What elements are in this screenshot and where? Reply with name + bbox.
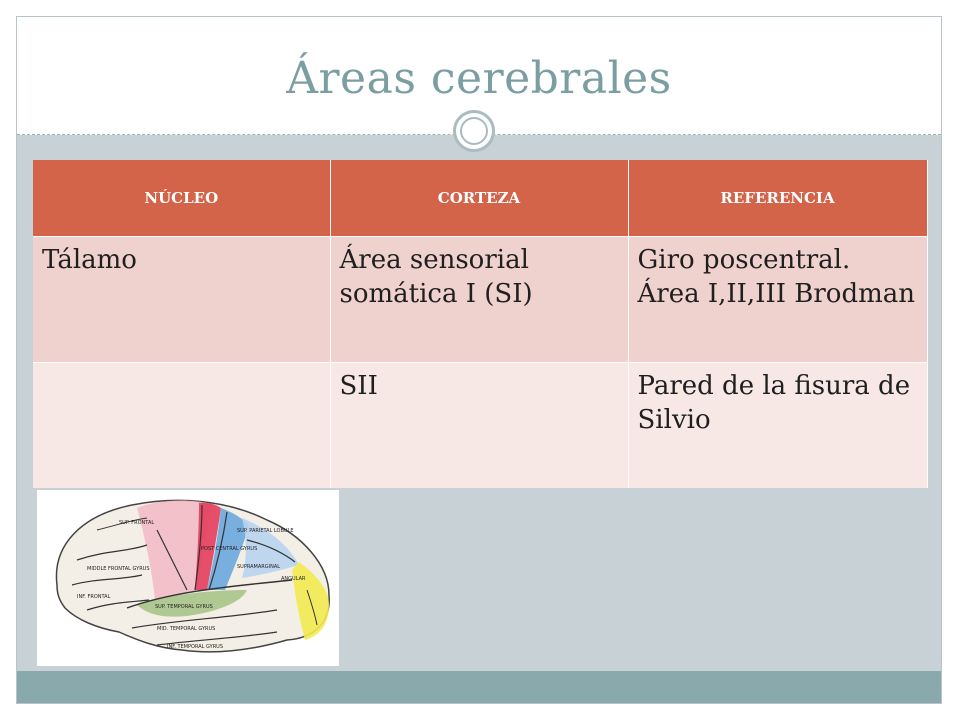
footer-band [17, 671, 941, 704]
brain-label: MID. TEMPORAL GYRUS [157, 626, 216, 632]
brain-label: SUP. FRONTAL [119, 520, 155, 526]
brain-label: POST CENTRAL GYRUS [201, 546, 258, 552]
slide-frame [16, 16, 942, 704]
cell-corteza: Área sensorial somática I (SI) [330, 237, 628, 363]
brain-label: SUPRAMARGINAL [237, 564, 281, 570]
cell-nucleo: Tálamo [33, 237, 330, 363]
cell-referencia: Pared de la fisura de Silvio [628, 363, 927, 489]
ring-ornament-icon [453, 110, 495, 152]
header-referencia: REFERENCIA [628, 160, 927, 237]
brain-label: SUP. PARIETAL LOBULE [237, 528, 294, 534]
header-nucleo: NÚCLEO [33, 160, 330, 237]
cell-referencia: Giro poscentral. Área I,II,III Brodman [628, 237, 927, 363]
table-row [33, 363, 927, 489]
brain-label: INF. TEMPORAL GYRUS [167, 644, 223, 650]
table-header-row [33, 160, 927, 237]
areas-table [33, 160, 928, 488]
header-corteza: CORTEZA [330, 160, 628, 237]
cell-corteza: SII [330, 363, 628, 489]
table-row [33, 237, 927, 363]
brain-label: ANGULAR [281, 576, 306, 582]
brain-diagram [37, 490, 339, 666]
brain-illustration [37, 490, 339, 666]
brain-label: MIDDLE FRONTAL GYRUS [87, 566, 150, 572]
brain-label: SUP. TEMPORAL GYRUS [155, 604, 213, 610]
cell-nucleo [33, 363, 330, 489]
slide-title: Áreas cerebrales [286, 53, 672, 104]
brain-label: INF. FRONTAL [77, 594, 111, 600]
